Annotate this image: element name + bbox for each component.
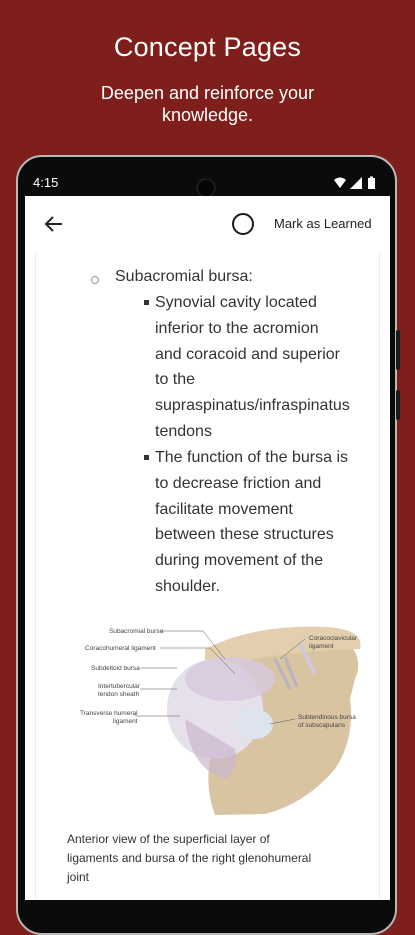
fig-label-coracohumeral: Coracohumeral ligament [85, 645, 156, 652]
bullet-line: inferior to the acromion [155, 319, 319, 337]
bullet-line: to decrease friction and [155, 474, 322, 492]
bullet-dot [144, 300, 149, 305]
bullet-line: between these structures [155, 526, 334, 544]
figure-caption: Anterior view of the superficial layer of ligaments and bursa of the right glenohumeral joint [67, 832, 312, 884]
sub-bullet-marker [91, 276, 99, 284]
sub-bullet-text: Subacromial bursa: [115, 268, 253, 285]
anatomy-figure [65, 619, 365, 815]
bullet-paragraph-1 [155, 290, 370, 445]
front-camera [196, 178, 216, 198]
bullet-line: to the [155, 371, 196, 389]
bullet-line: tendons [155, 422, 212, 440]
bullet-line: The function of the bursa is [155, 449, 348, 466]
fig-label-transverse [80, 710, 138, 726]
bullet-line: during movement of the [155, 552, 324, 570]
bullet-line: facilitate movement [155, 500, 293, 518]
fig-label-intertubercular [98, 683, 140, 699]
app-bar [25, 196, 390, 252]
promo-title: Concept Pages [113, 32, 302, 62]
fig-label-coracoclavicular [309, 635, 357, 651]
fig-label-subacromial: Subacromial bursa [109, 628, 164, 635]
power-button [396, 390, 400, 420]
fig-label-line: of subscapularis [298, 722, 345, 729]
mark-learned-checkbox[interactable] [232, 213, 254, 235]
bullet-line: Synovial cavity located [155, 294, 317, 311]
fig-label-line: ligament [112, 718, 138, 725]
fig-label-line: Transverse humeral [80, 710, 138, 717]
mark-learned-label[interactable]: Mark as Learned [274, 216, 372, 231]
signal-icon [350, 177, 362, 189]
wifi-icon [334, 178, 346, 189]
volume-button [396, 330, 400, 370]
fig-label-line: Intertubercular [98, 683, 140, 690]
bullet-line: and coracoid and superior [155, 345, 341, 363]
status-time: 4:15 [33, 175, 59, 190]
bullet-line: shoulder. [155, 577, 220, 595]
app-screen [25, 196, 390, 900]
arrow-left-icon[interactable] [41, 211, 67, 237]
promo-subtitle: Deepen and reinforce your knowledge. [100, 83, 315, 125]
fig-label-subtendinous [298, 714, 356, 730]
battery-icon [368, 177, 375, 190]
bullet-paragraph-2 [155, 445, 370, 600]
bullet-dot [144, 455, 149, 460]
fig-label-line: ligament [309, 643, 334, 650]
fig-label-line: Subtendinous bursa [298, 714, 356, 721]
fig-label-subdeltoid: Subdeltoid bursa [91, 665, 140, 672]
fig-label-line: tendon sheath [98, 691, 140, 698]
bullet-line: supraspinatus/infraspinatus [155, 397, 350, 415]
fig-label-line: Coracoclavicular [309, 635, 358, 642]
status-icons [332, 176, 380, 190]
